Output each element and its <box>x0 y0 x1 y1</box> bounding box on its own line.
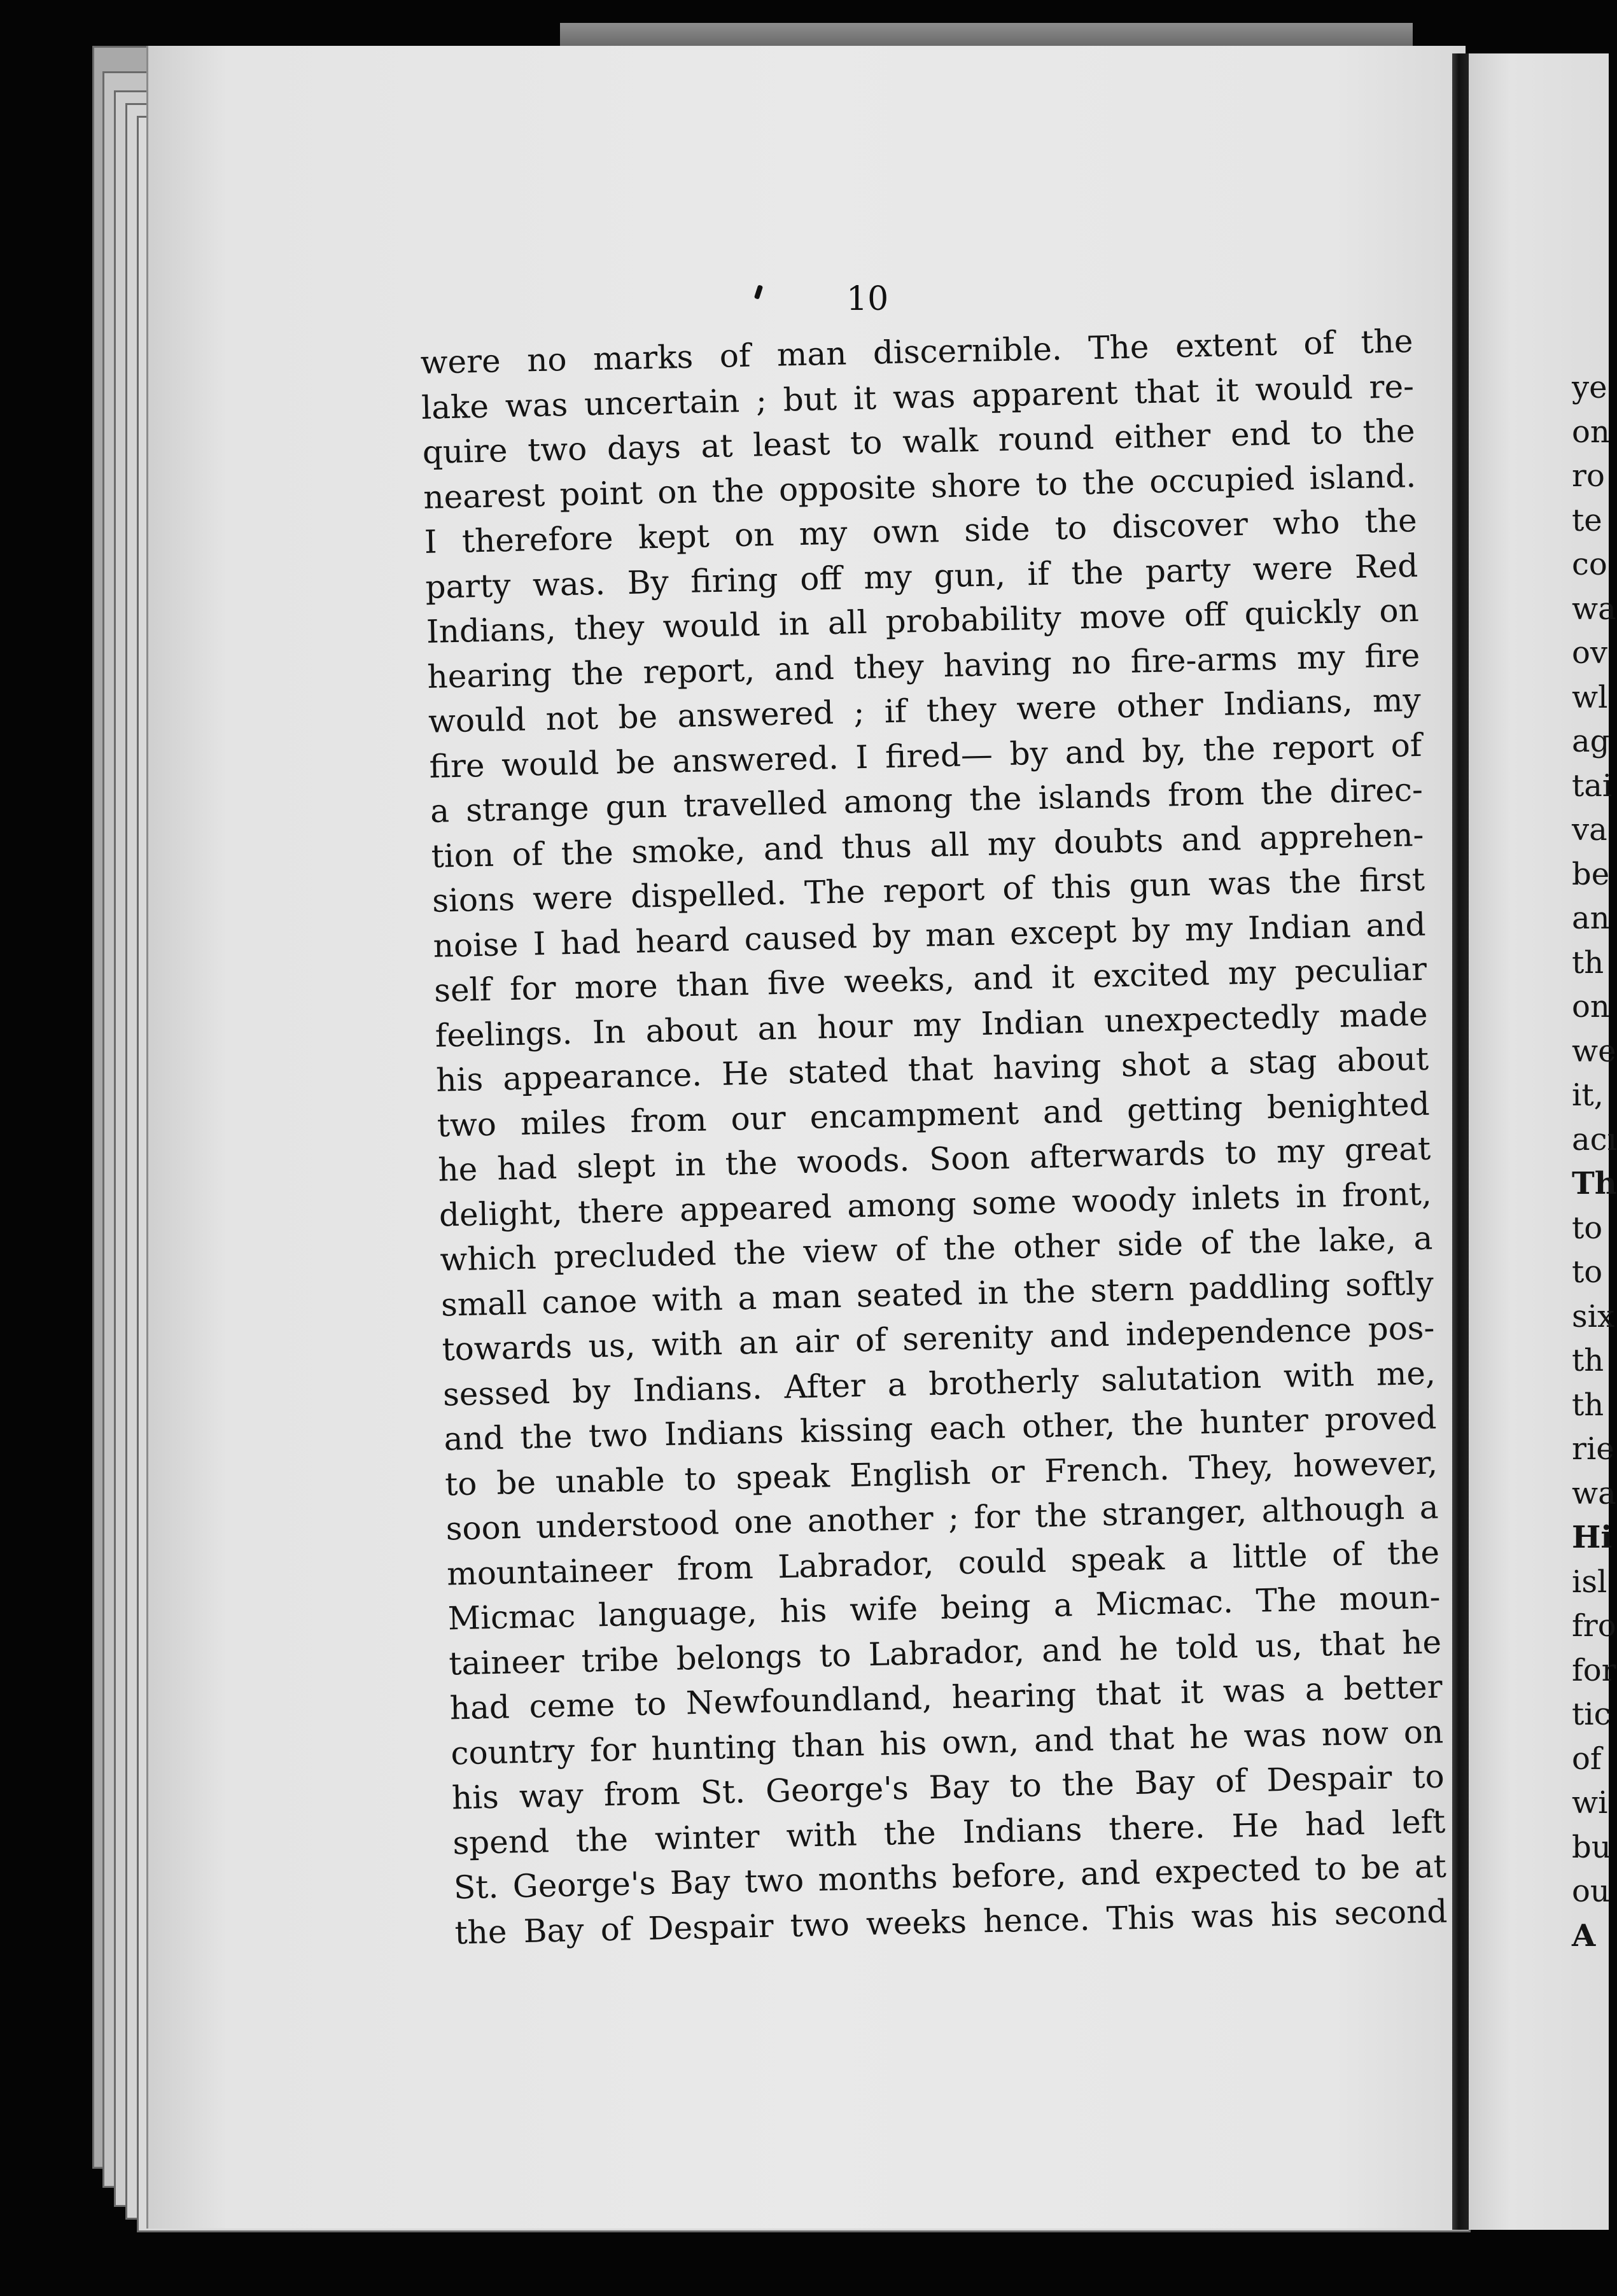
text-line: St. George's Bay two months before, and expected to be at <box>453 1847 1447 1907</box>
text-line: two miles from our encampment and getting benighted <box>437 1085 1431 1144</box>
facing-page-fragment: ro <box>1572 458 1605 494</box>
text-line: delight, there appeared among some woody inlets in front, <box>438 1175 1432 1234</box>
text-line: and the two Indians kissing each other, the hunter proved <box>444 1399 1437 1458</box>
facing-page-fragment: wa <box>1572 591 1616 627</box>
facing-page-fragment: Th <box>1572 1166 1617 1201</box>
facing-page-fragment: ov <box>1572 635 1608 671</box>
facing-page-fragment: it, <box>1572 1077 1604 1113</box>
text-line: sessed by Indians. After a brotherly salutation with me, <box>442 1354 1436 1413</box>
text-line: sions were dispelled. The report of this gun was the first <box>431 860 1425 920</box>
facing-page-fragment: tic <box>1572 1697 1611 1732</box>
text-line: would not be answered ; if they were other Indians, my <box>428 681 1422 740</box>
facing-page-fragment: six <box>1572 1298 1615 1334</box>
facing-page-fragment: co <box>1572 547 1607 582</box>
facing-page-fragment: of <box>1572 1740 1602 1777</box>
facing-page-fragment: th <box>1572 1343 1604 1378</box>
text-line: his appearance. He stated that having shot a stag about <box>435 1040 1429 1099</box>
text-line: taineer tribe belongs to Labrador, and he told us, that he <box>448 1623 1442 1682</box>
facing-page-fragment: wi <box>1572 1785 1608 1821</box>
facing-page-fragment: th <box>1572 944 1604 981</box>
facing-page-fragment: acı <box>1572 1121 1617 1158</box>
facing-page-text-fragments <box>1572 366 1616 1958</box>
text-line: noise I had heard caused by man except by my Indian and <box>433 906 1427 965</box>
text-line: Micmac language, his wife being a Micmac. The moun- <box>447 1578 1441 1637</box>
text-line: fire would be answered. I fired— by and by, the report of <box>428 726 1422 785</box>
text-line: mountaineer from Labrador, could speak a little of the <box>446 1534 1440 1593</box>
facing-page-fragment: to <box>1572 1254 1603 1290</box>
facing-page-fragment: th <box>1572 1387 1604 1423</box>
facing-page-fragment: ag <box>1572 724 1610 759</box>
text-line: nearest point on the opposite shore to the occupied island. <box>423 457 1417 516</box>
page-number: 10 <box>846 280 889 318</box>
text-line: the Bay of Despair two weeks hence. This was his second <box>454 1892 1448 1951</box>
facing-page-fragment: tai <box>1572 767 1613 804</box>
facing-page-fragment: ye <box>1572 370 1607 405</box>
text-line: small canoe with a man seated in the stern paddling softly <box>440 1264 1434 1324</box>
facing-page-fragment: on <box>1572 414 1610 450</box>
text-line: towards us, with an air of serenity and independence pos- <box>441 1309 1435 1368</box>
text-line: his way from St. George's Bay to the Bay of Despair to <box>451 1758 1445 1817</box>
facing-page-fragment: te <box>1572 502 1602 538</box>
facing-page-fragment: an <box>1572 900 1610 936</box>
body-text <box>420 319 1448 1955</box>
text-line: a strange gun travelled among the islands from the direc- <box>430 771 1424 830</box>
facing-page-fragment: to <box>1572 1210 1603 1246</box>
text-line: I therefore kept on my own side to discover who the <box>424 501 1418 561</box>
facing-page-fragment: A <box>1572 1917 1596 1954</box>
text-line: he had slept in the woods. Soon afterwards to my great <box>437 1130 1431 1189</box>
facing-page-fragment: ou <box>1572 1873 1610 1909</box>
text-line: were no marks of man discernible. The extent of the <box>420 322 1414 381</box>
book-gutter <box>1452 53 1469 2230</box>
text-line: quire two days at least to walk round either end to the <box>422 412 1416 471</box>
text-line: soon understood one another ; for the stranger, although a <box>445 1488 1439 1548</box>
facing-page-fragment: we <box>1572 1033 1616 1069</box>
text-line: Indians, they would in all probability move off quickly on <box>426 591 1420 650</box>
text-line: spend the winter with the Indians there. He had left <box>452 1802 1446 1861</box>
facing-page-fragment: Hi <box>1572 1520 1613 1555</box>
text-line: which precluded the view of the other side of the lake, a <box>439 1219 1433 1278</box>
facing-page-fragment: rie <box>1572 1431 1614 1467</box>
facing-page-fragment: va <box>1572 812 1607 848</box>
text-line: to be unable to speak English or French. They, however, <box>444 1444 1438 1503</box>
text-line: party was. By firing off my gun, if the party were Red <box>424 547 1418 606</box>
facing-page-fragment: on <box>1572 989 1610 1025</box>
facing-page-fragment: bu <box>1572 1829 1611 1865</box>
text-line: feelings. In about an hour my Indian unexpectedly made <box>435 995 1429 1054</box>
facing-page-fragment: wl <box>1572 679 1608 715</box>
text-line: country for hunting than his own, and that he was now on <box>450 1712 1444 1772</box>
text-line: had ceme to Newfoundland, hearing that it was a better <box>449 1668 1443 1727</box>
facing-page-fragment: for <box>1572 1652 1616 1688</box>
facing-page-fragment: be <box>1572 856 1610 892</box>
facing-page-fragment: fro <box>1572 1608 1616 1644</box>
text-line: tion of the smoke, and thus all my doubts and apprehen- <box>431 816 1424 875</box>
facing-page-fragment: wa <box>1572 1475 1616 1511</box>
text-line: self for more than five weeks, and it excited my peculiar <box>433 950 1427 1009</box>
text-line: hearing the report, and they having no fire-arms my fire <box>426 636 1420 696</box>
facing-page-fragment: isl <box>1572 1564 1607 1600</box>
text-line: lake was uncertain ; but it was apparent that it would re- <box>421 367 1415 426</box>
